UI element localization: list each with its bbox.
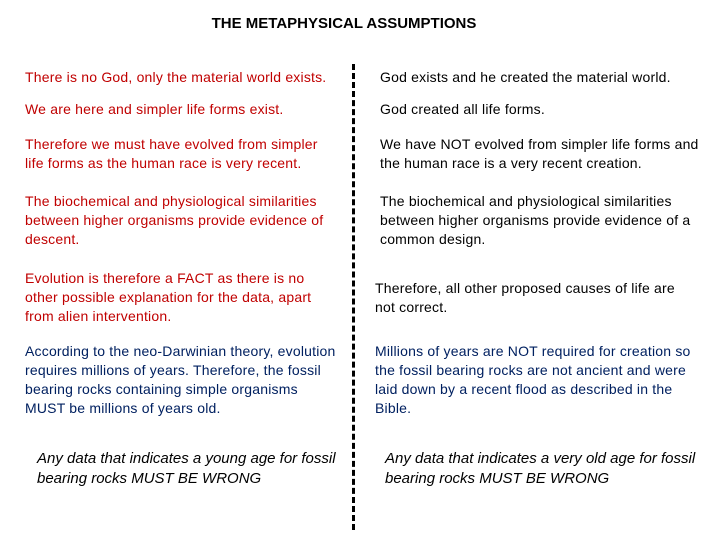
right-statement: The biochemical and physiological similarities between higher organisms provide evidence of a common design.	[380, 193, 691, 247]
left-statement: Evolution is therefore a FACT as there is no other possible explanation for the data, apart from alien intervention.	[25, 270, 312, 324]
left-statement: The biochemical and physiological similarities between higher organisms provide evidence of descent.	[25, 193, 324, 247]
left-conclusion: Any data that indicates a young age for fossil bearing rocks MUST BE WRONG	[37, 450, 336, 487]
right-statement: We have NOT evolved from simpler life forms and the human race is a very recent creation.	[380, 136, 699, 171]
right-statement: God created all life forms.	[380, 101, 545, 117]
left-statement: We are here and simpler life forms exist.	[25, 101, 284, 117]
right-statement: God exists and he created the material world.	[380, 69, 671, 85]
right-statement: Millions of years are NOT required for creation so the fossil bearing rocks are not ancient and were laid down by a recent flood as described in the Bible.	[375, 343, 691, 416]
right-statement: Therefore, all other proposed causes of life are not correct.	[375, 280, 675, 315]
right-conclusion: Any data that indicates a very old age for fossil bearing rocks MUST BE WRONG	[385, 450, 696, 487]
column-divider	[352, 64, 355, 530]
page-title: THE METAPHYSICAL ASSUMPTIONS	[211, 15, 477, 32]
left-statement: Therefore we must have evolved from simpler life forms as the human race is very recent.	[25, 136, 318, 171]
left-statement: According to the neo-Darwinian theory, evolution requires millions of years. Therefore, the fossil bearing rocks containing simple organisms MUST be millions of years old.	[25, 343, 336, 416]
left-statement: There is no God, only the material world exists.	[25, 69, 327, 85]
